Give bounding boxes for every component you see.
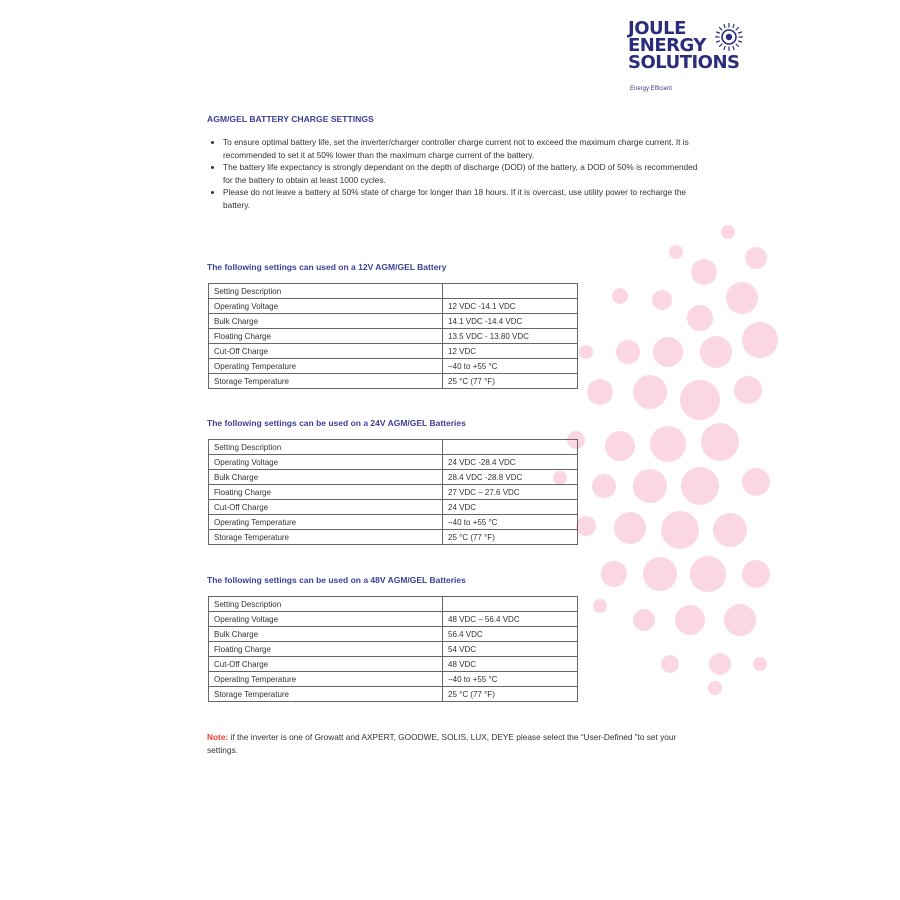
- table-row: [209, 314, 578, 329]
- table-cell: 54 VDC: [443, 642, 578, 657]
- table-cell: Cut-Off Charge: [209, 344, 443, 359]
- note-text: if the inverter is one of Growatt and AXPERT, GOODWE, SOLIS, LUX, DEYE please select the “User-Defined ”to set your settings.: [207, 732, 677, 755]
- table-row: [209, 359, 578, 374]
- settings-table-48v: [208, 596, 578, 702]
- decorative-dot: [680, 380, 720, 420]
- table-row: [209, 374, 578, 389]
- decorative-dot: [753, 657, 767, 671]
- section-title-48v: The following settings can be used on a 48V AGM/GEL Batteries: [207, 575, 466, 585]
- decorative-dot: [653, 337, 683, 367]
- section-title-24v: The following settings can be used on a 24V AGM/GEL Batteries: [207, 418, 466, 428]
- decorative-dot: [734, 376, 762, 404]
- decorative-dot: [691, 259, 717, 285]
- table-cell: 25 °C (77 °F): [443, 374, 578, 389]
- decorative-dot: [709, 653, 731, 675]
- decorative-dot: [690, 556, 726, 592]
- decorative-dot: [742, 322, 778, 358]
- table-cell: Bulk Charge: [209, 627, 443, 642]
- table-row: [209, 627, 578, 642]
- table-cell: 24 VDC: [443, 500, 578, 515]
- table-row: [209, 672, 578, 687]
- decorative-dot: [650, 426, 686, 462]
- decorative-dot: [592, 474, 616, 498]
- table-row: [209, 642, 578, 657]
- table-cell: 25 °C (77 °F): [443, 687, 578, 702]
- table-cell: 12 VDC: [443, 344, 578, 359]
- table-row: [209, 299, 578, 314]
- table-cell: 12 VDC -14.1 VDC: [443, 299, 578, 314]
- decorative-dot: [633, 469, 667, 503]
- company-logo: [628, 20, 758, 100]
- table-cell: Operating Temperature: [209, 515, 443, 530]
- decorative-dot: [726, 282, 758, 314]
- table-cell: 27 VDC – 27.6 VDC: [443, 485, 578, 500]
- logo-tagline: Energy Efficient: [630, 86, 672, 92]
- table-row: [209, 515, 578, 530]
- decorative-dot: [661, 511, 699, 549]
- table-cell: Operating Temperature: [209, 672, 443, 687]
- table-cell: [443, 284, 578, 299]
- table-cell: Storage Temperature: [209, 687, 443, 702]
- decorative-dot: [669, 245, 683, 259]
- table-cell: 24 VDC -28.4 VDC: [443, 455, 578, 470]
- decorative-dot: [742, 468, 770, 496]
- table-cell: Floating Charge: [209, 642, 443, 657]
- decorative-dot: [652, 290, 672, 310]
- table-cell: Cut-Off Charge: [209, 657, 443, 672]
- table-cell: 48 VDC – 56.4 VDC: [443, 612, 578, 627]
- table-cell: Setting Description: [209, 597, 443, 612]
- decorative-dot: [633, 609, 655, 631]
- decorative-dot: [579, 345, 593, 359]
- decorative-dot: [742, 560, 770, 588]
- table-row: [209, 440, 578, 455]
- decorative-dot: [601, 561, 627, 587]
- table-cell: Operating Temperature: [209, 359, 443, 374]
- decorative-dot: [576, 516, 596, 536]
- section-title-12v: The following settings can used on a 12V AGM/GEL Battery: [207, 262, 447, 272]
- table-cell: −40 to +55 °C: [443, 515, 578, 530]
- table-cell: Bulk Charge: [209, 470, 443, 485]
- decorative-dot: [687, 305, 713, 331]
- logo-line-3: SOLUTIONS: [628, 52, 740, 73]
- sun-icon: [714, 22, 744, 52]
- decorative-dot: [745, 247, 767, 269]
- table-row: [209, 455, 578, 470]
- decorative-dot: [724, 604, 756, 636]
- decorative-dot: [713, 513, 747, 547]
- table-row: [209, 344, 578, 359]
- decorative-dot: [681, 467, 719, 505]
- table-row: [209, 530, 578, 545]
- settings-table-12v: [208, 283, 578, 389]
- decorative-dot: [614, 512, 646, 544]
- table-cell: −40 to +55 °C: [443, 672, 578, 687]
- table-row: [209, 612, 578, 627]
- table-cell: 13.5 VDC - 13.80 VDC: [443, 329, 578, 344]
- table-cell: 48 VDC: [443, 657, 578, 672]
- table-row: [209, 597, 578, 612]
- table-cell: Storage Temperature: [209, 530, 443, 545]
- table-row: [209, 470, 578, 485]
- list-item: • Please do not leave a battery at 50% state of charge for longer than 18 hours. If it is overcast, use utility power to recharge the battery.: [223, 186, 708, 211]
- table-cell: 25 °C (77 °F): [443, 530, 578, 545]
- table-cell: 28.4 VDC -28.8 VDC: [443, 470, 578, 485]
- table-row: [209, 284, 578, 299]
- table-cell: [443, 440, 578, 455]
- decorative-dot: [587, 379, 613, 405]
- logo-line-2: ENERGY: [628, 35, 706, 56]
- table-cell: Storage Temperature: [209, 374, 443, 389]
- footnote: [207, 731, 697, 757]
- table-cell: 56.4 VDC: [443, 627, 578, 642]
- table-cell: Operating Voltage: [209, 612, 443, 627]
- list-item: • The battery life expectancy is strongly dependant on the depth of discharge (DOD) of the battery, a DOD of 50% is recommended for the battery to obtain at least 1000 cycles.: [223, 161, 708, 186]
- decorative-dot: [612, 288, 628, 304]
- settings-table-24v: [208, 439, 578, 545]
- table-row: [209, 687, 578, 702]
- table-cell: −40 to +55 °C: [443, 359, 578, 374]
- guidance-list: [207, 136, 708, 212]
- decorative-dot: [700, 336, 732, 368]
- list-item: • To ensure optimal battery life, set the inverter/charger controller charge current not to exceed the maximum charge current. It is recommended to set it at 50% lower than the maximum charge current of the battery.: [223, 136, 708, 161]
- decorative-dot: [708, 681, 722, 695]
- decorative-dot: [593, 599, 607, 613]
- table-cell: Operating Voltage: [209, 299, 443, 314]
- decorative-dot: [643, 557, 677, 591]
- table-cell: Floating Charge: [209, 485, 443, 500]
- logo-line-1: JOULE: [628, 18, 686, 39]
- table-cell: Bulk Charge: [209, 314, 443, 329]
- note-label: Note:: [207, 732, 229, 742]
- table-cell: Setting Description: [209, 440, 443, 455]
- decorative-dot: [701, 423, 739, 461]
- decorative-dot: [616, 340, 640, 364]
- table-row: [209, 485, 578, 500]
- table-row: [209, 500, 578, 515]
- decorative-dot: [721, 225, 735, 239]
- table-cell: Floating Charge: [209, 329, 443, 344]
- table-cell: [443, 597, 578, 612]
- page-title: AGM/GEL BATTERY CHARGE SETTINGS: [207, 114, 374, 124]
- table-cell: Setting Description: [209, 284, 443, 299]
- table-cell: Operating Voltage: [209, 455, 443, 470]
- table-row: [209, 657, 578, 672]
- table-cell: Cut-Off Charge: [209, 500, 443, 515]
- table-cell: 14.1 VDC -14.4 VDC: [443, 314, 578, 329]
- decorative-dot: [661, 655, 679, 673]
- table-row: [209, 329, 578, 344]
- decorative-dot: [633, 375, 667, 409]
- decorative-dot: [675, 605, 705, 635]
- decorative-dot: [605, 431, 635, 461]
